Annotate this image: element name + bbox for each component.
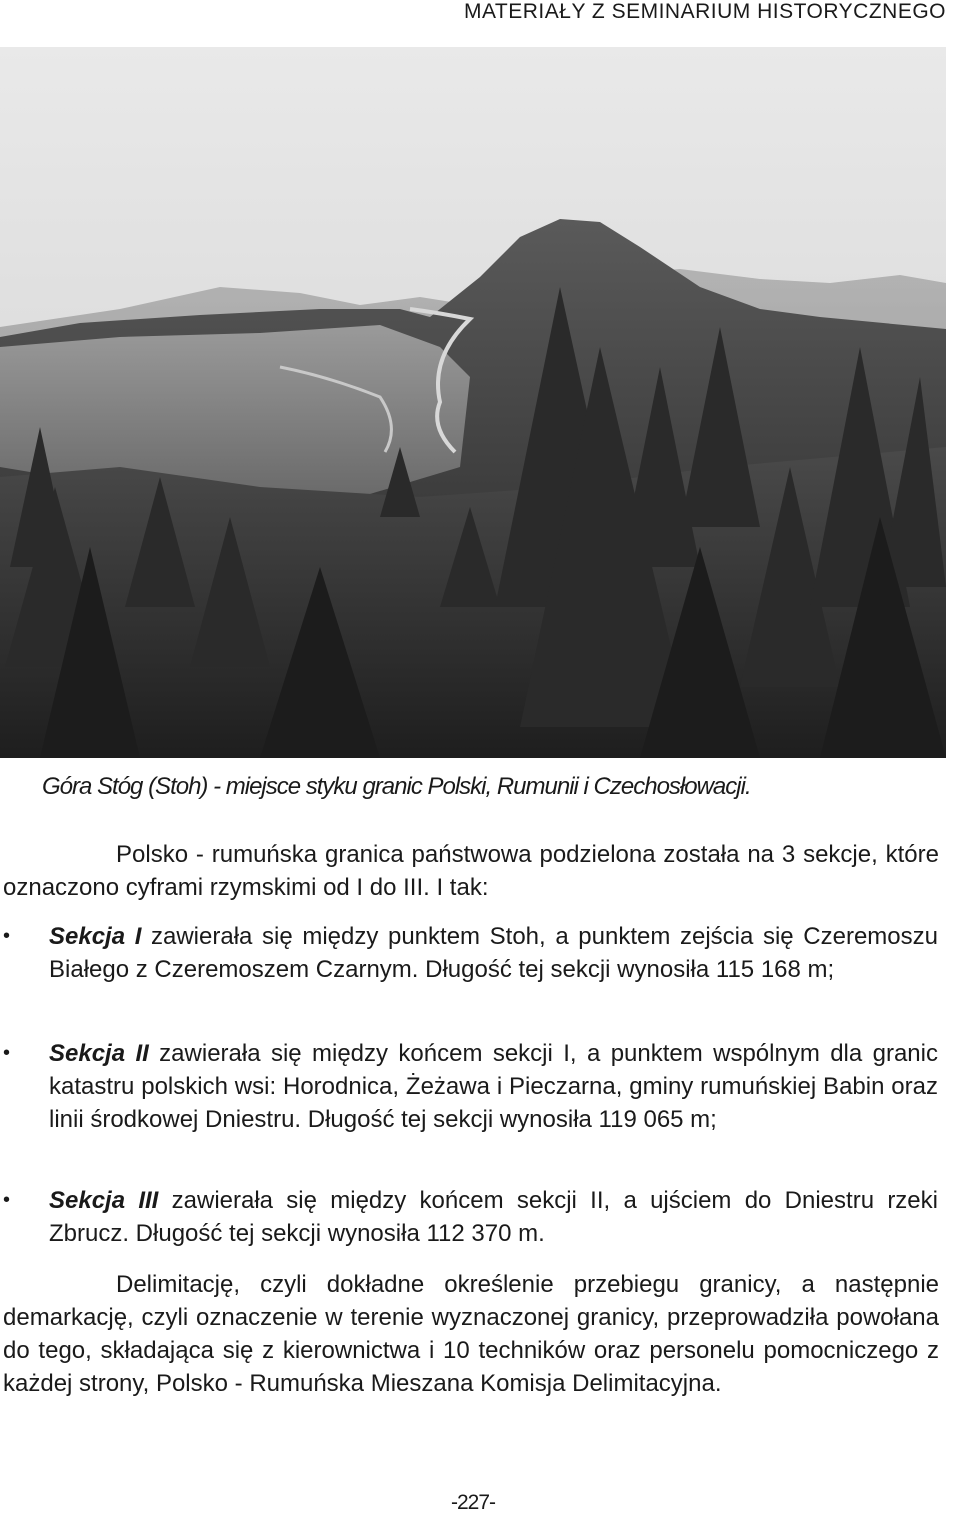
section-description: zawierała się między końcem sekcji II, a ujściem do Dniestru rzeki Zbrucz. Długość tej sekcji wynosiła 112 370 m. xyxy=(49,1187,938,1247)
bullet-icon: • xyxy=(3,1189,11,1211)
bullet-icon: • xyxy=(3,925,11,947)
closing-text: Delimitację, czyli dokładne określenie przebiegu granicy, a następnie demarkację, czyli oznaczenie w terenie wyznaczonej granicy, przeprowadziła powołana do tego, składająca się z kierownictwa i 10 techników oraz personelu pomocniczego z każdej strony, Polsko - Rumuńska Mieszana Komisja Delimitacyjna. xyxy=(3,1271,939,1397)
section-description: zawierała się między końcem sekcji I, a punktem wspólnym dla granic katastru polskich wsi: Horodnica, Żeżawa i Pieczarna, gminy rumuńskiej Babin oraz linii środkowej Dniestru. Długość tej sekcji wynosiła 119 065 m; xyxy=(49,1040,938,1133)
section-name: Sekcja I xyxy=(49,923,142,950)
page-number: -227- xyxy=(450,1491,496,1514)
photo-caption: Góra Stóg (Stoh) - miejsce styku granic Polski, Rumunii i Czechosłowacji. xyxy=(42,773,751,800)
section-text xyxy=(49,1037,938,1136)
mountain-photo xyxy=(0,47,946,758)
intro-text: Polsko - rumuńska granica państwowa podzielona została na 3 sekcje, które oznaczono cyframi rzymskimi od I do III. I tak: xyxy=(3,841,939,901)
section-name: Sekcja II xyxy=(49,1040,149,1067)
section-text xyxy=(49,1184,938,1250)
section-text xyxy=(49,920,938,986)
section-name: Sekcja III xyxy=(49,1187,159,1214)
bullet-icon: • xyxy=(3,1042,11,1064)
closing-paragraph xyxy=(3,1268,939,1400)
running-header: MATERIAŁY Z SEMINARIUM HISTORYCZNEGO xyxy=(463,0,946,23)
intro-paragraph xyxy=(3,838,939,904)
section-description: zawierała się między punktem Stoh, a punktem zejścia się Czeremoszu Białego z Czeremoszem Czarnym. Długość tej sekcji wynosiła 115 168 m; xyxy=(49,923,938,983)
